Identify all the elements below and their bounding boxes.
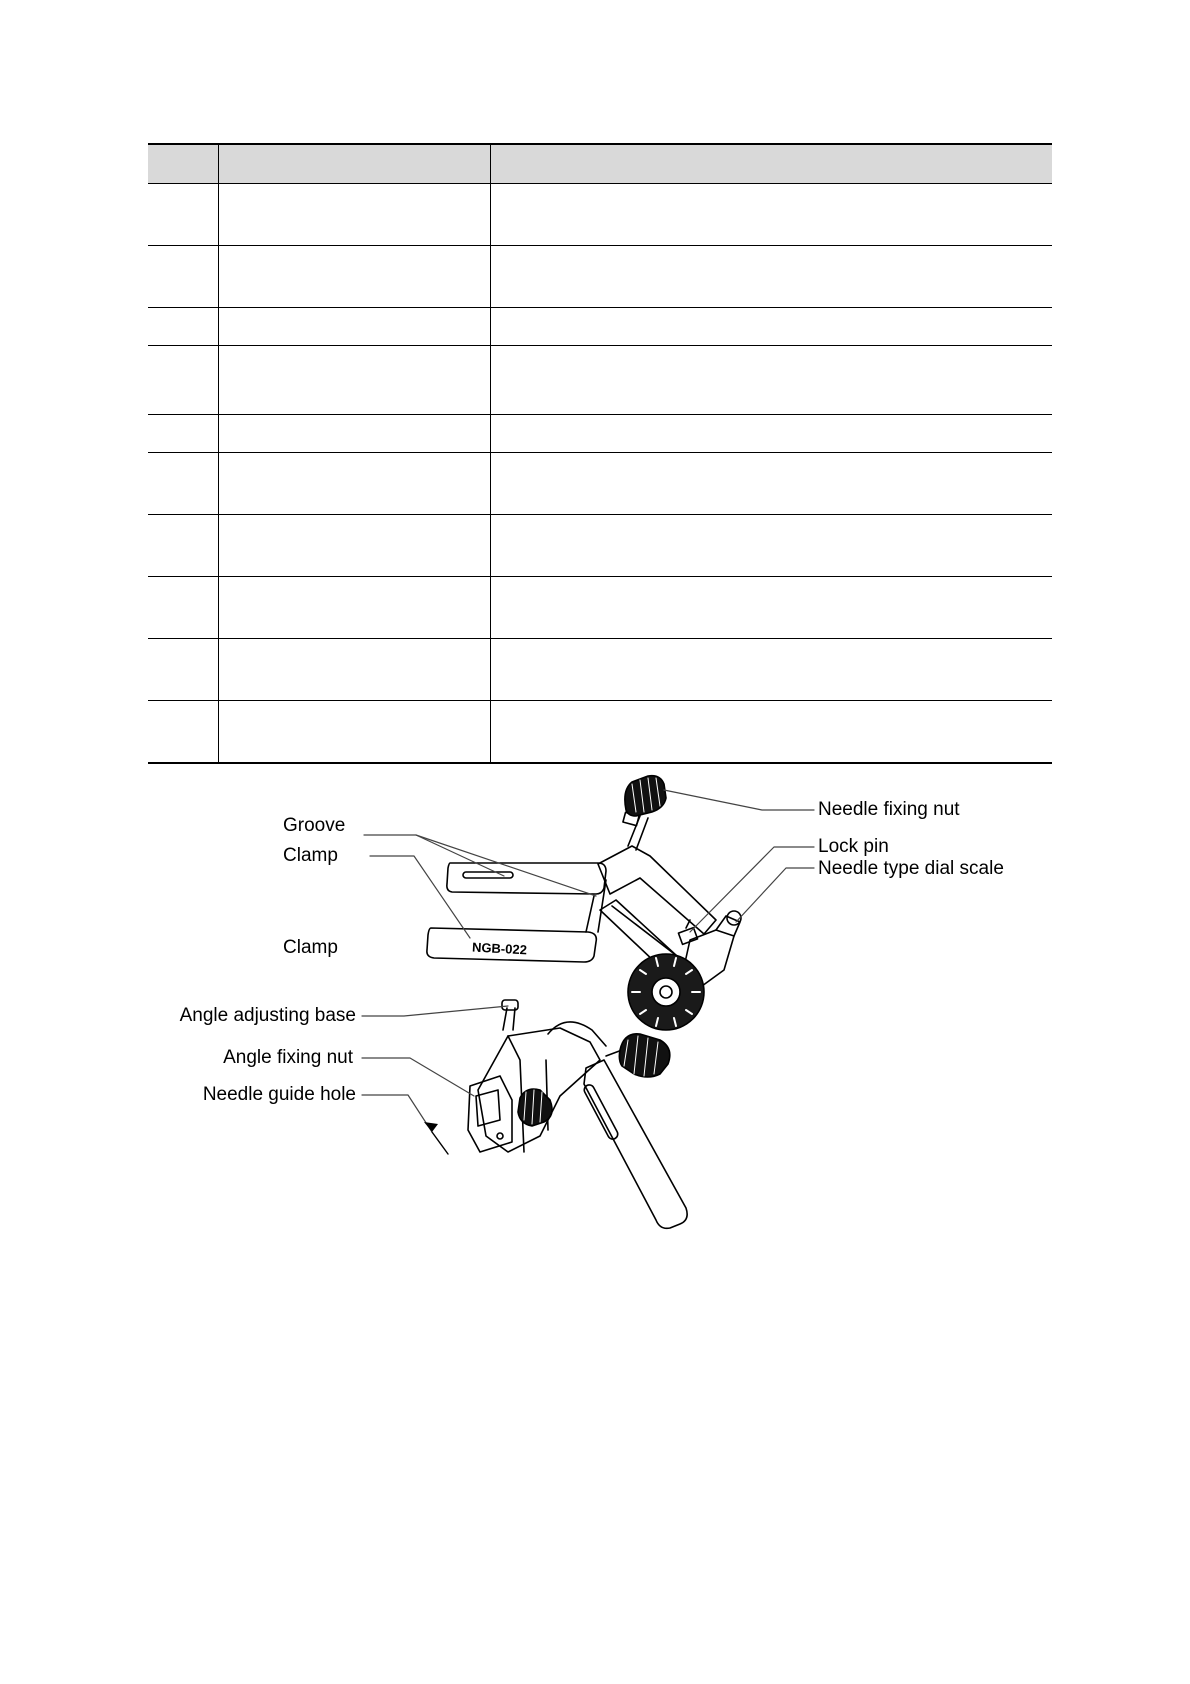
table-cell	[218, 184, 490, 246]
table-row	[148, 453, 1052, 515]
table-cell	[490, 701, 1052, 764]
table-cell	[148, 701, 218, 764]
table-row	[148, 346, 1052, 415]
table-cell	[490, 308, 1052, 346]
table-cell	[490, 346, 1052, 415]
table-cell	[490, 415, 1052, 453]
table-cell	[218, 639, 490, 701]
table-cell	[490, 577, 1052, 639]
clamp-top-label: Clamp	[283, 845, 338, 866]
angle-adjusting-base-label: Angle adjusting base	[179, 1005, 356, 1026]
part-marking: NGB-022	[471, 939, 528, 958]
needle-type-dial-scale-label: Needle type dial scale	[818, 858, 1004, 879]
table-row	[148, 184, 1052, 246]
table-cell	[218, 346, 490, 415]
table-cell	[148, 415, 218, 453]
table-cell	[148, 577, 218, 639]
table-cell	[490, 515, 1052, 577]
table-cell	[218, 701, 490, 764]
table-cell	[148, 246, 218, 308]
needle-fixing-knob-drawing	[625, 776, 666, 816]
table-header-name	[218, 144, 490, 184]
dial-scale-drawing	[628, 954, 704, 1030]
needle-guide-hole-label: Needle guide hole	[202, 1084, 356, 1105]
needle-guide-arrow-icon	[424, 1122, 438, 1132]
table-cell	[490, 453, 1052, 515]
table-cell	[218, 308, 490, 346]
side-knob-drawing	[619, 1034, 669, 1077]
table-cell	[218, 515, 490, 577]
table-cell	[148, 346, 218, 415]
upper-bracket-drawing	[427, 776, 741, 1030]
parts-table	[148, 143, 1052, 764]
lower-bracket-drawing	[468, 1000, 687, 1228]
table-cell	[490, 639, 1052, 701]
table-cell	[148, 184, 218, 246]
table-cell	[218, 453, 490, 515]
table-row	[148, 246, 1052, 308]
table-cell	[218, 246, 490, 308]
needle-fixing-nut-label: Needle fixing nut	[818, 799, 960, 820]
table-row	[148, 577, 1052, 639]
table-row	[148, 515, 1052, 577]
table-cell	[490, 184, 1052, 246]
table-cell	[490, 246, 1052, 308]
table-cell	[148, 453, 218, 515]
table-cell	[218, 415, 490, 453]
table-row	[148, 415, 1052, 453]
table-row	[148, 308, 1052, 346]
lock-pin-label: Lock pin	[818, 836, 889, 857]
table-cell	[148, 515, 218, 577]
table-row	[148, 701, 1052, 764]
groove-label: Groove	[283, 815, 346, 836]
table-header-description	[490, 144, 1052, 184]
needle-guide-figure	[0, 760, 1190, 1260]
clamp-bottom-label: Clamp	[283, 937, 338, 958]
table-cell	[148, 639, 218, 701]
angle-fixing-nut-label: Angle fixing nut	[223, 1047, 353, 1068]
table-header-row	[148, 144, 1052, 184]
table-header-no	[148, 144, 218, 184]
table-row	[148, 639, 1052, 701]
table-cell	[148, 308, 218, 346]
table-cell	[218, 577, 490, 639]
